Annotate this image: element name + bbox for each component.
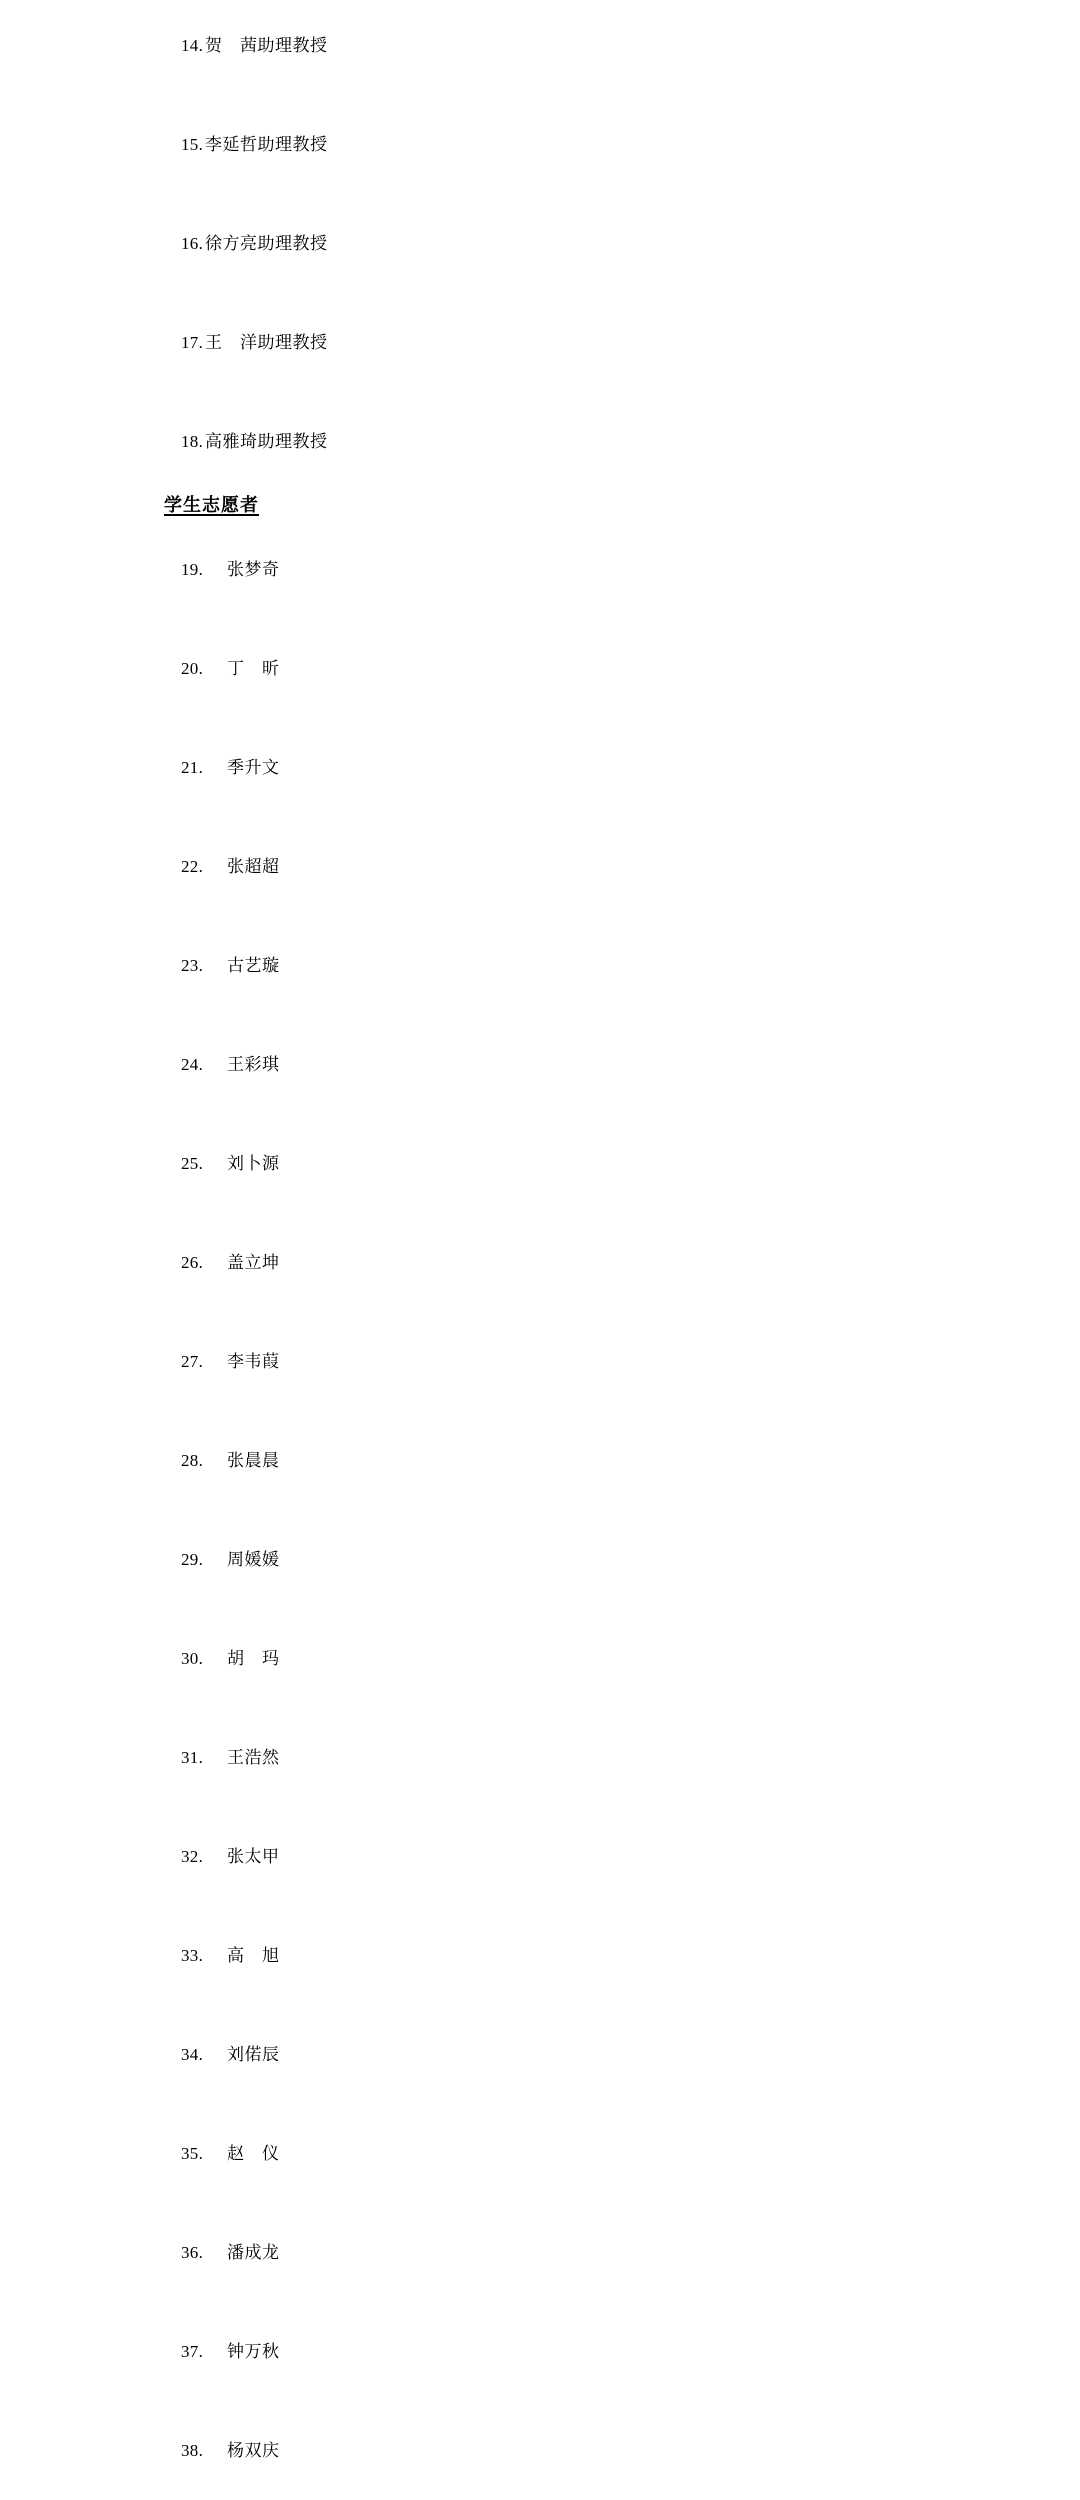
item-name: 李延哲助理教授 (205, 135, 328, 154)
item-number: 23. (181, 956, 204, 975)
item-name: 张梦奇 (227, 560, 280, 579)
item-name: 季升文 (227, 758, 280, 777)
item-name: 徐方亮助理教授 (205, 234, 328, 253)
item-name: 高雅琦助理教授 (205, 432, 328, 451)
list-item (164, 1807, 328, 1906)
section-heading-text: 学生志愿者 (164, 495, 259, 515)
list-item (164, 2302, 328, 2401)
item-number: 26. (181, 1253, 204, 1272)
list-item (164, 2104, 328, 2203)
list-item (164, 194, 328, 293)
item-name: 张晨晨 (227, 1451, 280, 1470)
item-number: 27. (181, 1352, 204, 1371)
item-name: 古艺璇 (227, 956, 280, 975)
list-item (164, 1510, 328, 1609)
item-number: 15. (181, 135, 204, 154)
list-item (164, 718, 328, 817)
list-item (164, 619, 328, 718)
list-item (164, 95, 328, 194)
list-item (164, 520, 328, 619)
item-name: 王浩然 (227, 1748, 280, 1767)
list-item (164, 0, 328, 95)
list-item (164, 1609, 328, 1708)
item-name: 胡 玛 (227, 1649, 280, 1668)
item-number: 37. (181, 2342, 204, 2361)
item-name: 盖立坤 (227, 1253, 280, 1272)
item-name: 杨双庆 (227, 2441, 280, 2460)
list-item (164, 1411, 328, 1510)
list-item (164, 2203, 328, 2302)
item-number: 18. (181, 432, 204, 451)
list-item (164, 1906, 328, 2005)
item-number: 24. (181, 1055, 204, 1074)
item-number: 35. (181, 2144, 204, 2163)
item-name: 王 洋助理教授 (205, 333, 328, 352)
item-number: 22. (181, 857, 204, 876)
list-item (164, 2401, 328, 2500)
item-number: 31. (181, 1748, 204, 1767)
item-number: 33. (181, 1946, 204, 1965)
list-item (164, 293, 328, 392)
item-name: 张超超 (227, 857, 280, 876)
faculty-list (164, 0, 328, 491)
list-item (164, 1708, 328, 1807)
list-item (164, 1213, 328, 1312)
item-name: 丁 昕 (227, 659, 280, 678)
list-item (164, 1015, 328, 1114)
item-name: 潘成龙 (227, 2243, 280, 2262)
item-number: 34. (181, 2045, 204, 2064)
list-item (164, 1114, 328, 1213)
item-number: 20. (181, 659, 204, 678)
item-name: 高 旭 (227, 1946, 280, 1965)
item-number: 14. (181, 36, 204, 55)
item-number: 25. (181, 1154, 204, 1173)
item-number: 28. (181, 1451, 204, 1470)
item-name: 赵 仪 (227, 2144, 280, 2163)
item-name: 钟万秋 (227, 2342, 280, 2361)
item-number: 30. (181, 1649, 204, 1668)
document-page (164, 0, 328, 2500)
item-number: 32. (181, 1847, 204, 1866)
item-name: 李韦葭 (227, 1352, 280, 1371)
item-number: 16. (181, 234, 204, 253)
student-volunteer-list (164, 520, 328, 2500)
item-name: 贺 茜助理教授 (205, 36, 328, 55)
list-item (164, 2005, 328, 2104)
item-name: 张太甲 (227, 1847, 280, 1866)
item-name: 王彩琪 (227, 1055, 280, 1074)
list-item (164, 916, 328, 1015)
item-name: 周媛媛 (227, 1550, 280, 1569)
item-number: 38. (181, 2441, 204, 2460)
item-number: 36. (181, 2243, 204, 2262)
list-item (164, 817, 328, 916)
list-item (164, 1312, 328, 1411)
section-heading-student-volunteers (164, 491, 328, 520)
item-number: 19. (181, 560, 204, 579)
item-name: 刘卜源 (227, 1154, 280, 1173)
item-number: 29. (181, 1550, 204, 1569)
list-item (164, 392, 328, 491)
item-name: 刘偌辰 (227, 2045, 280, 2064)
item-number: 21. (181, 758, 204, 777)
item-number: 17. (181, 333, 204, 352)
